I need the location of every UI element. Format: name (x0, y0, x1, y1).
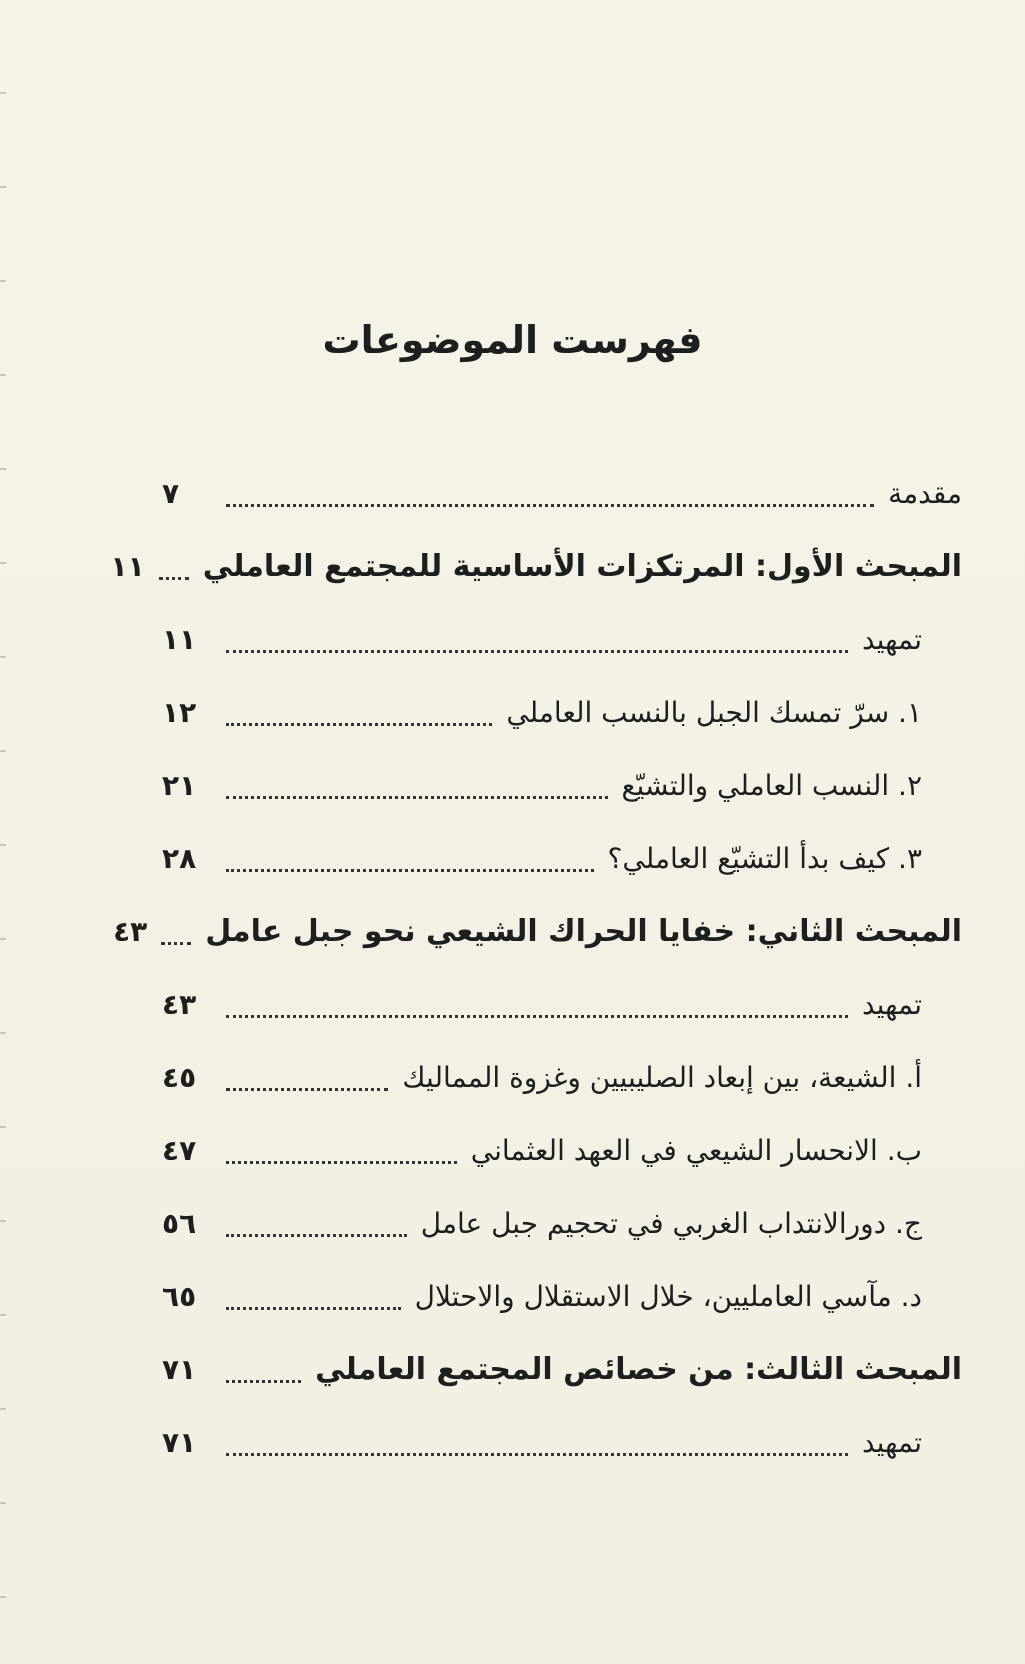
toc-page-number: ٥٦ (162, 1207, 197, 1240)
page-edge-marks (0, 0, 6, 1664)
toc-dot-leader (161, 912, 191, 945)
toc-dot-leader (226, 1204, 407, 1237)
toc-entry-title: ب. الانحسار الشيعي في العهد العثماني (470, 1134, 922, 1167)
toc-entry-title: المبحث الأول: المرتكزات الأساسية للمجتمع العاملي (202, 549, 962, 584)
toc-entry-title: د. مآسي العامليين، خلال الاستقلال والاحتلال (414, 1280, 922, 1313)
toc-dot-leader (226, 766, 608, 799)
toc-entry (162, 1058, 962, 1131)
toc-page-number: ٦٥ (162, 1280, 197, 1313)
toc-dot-leader (226, 1350, 301, 1383)
table-of-contents (110, 474, 962, 1496)
toc-page-number: ٢١ (162, 769, 197, 802)
toc-entry-title: ٢. النسب العاملي والتشيّع (621, 769, 922, 802)
toc-entry-title: المبحث الثاني: خفايا الحراك الشيعي نحو جبل عامل (205, 914, 962, 949)
toc-entry-title: ٣. كيف بدأ التشيّع العاملي؟ (607, 842, 922, 875)
toc-page-number: ٧ (162, 477, 180, 510)
toc-entry-title: تمهيد (861, 988, 922, 1021)
toc-entry-title: مقدمة (888, 477, 962, 510)
toc-dot-leader (226, 839, 594, 872)
toc-dot-leader (226, 985, 848, 1018)
toc-entry (110, 547, 962, 620)
toc-entry (162, 1131, 962, 1204)
toc-page-number: ١١ (110, 550, 145, 583)
toc-entry-title: ١. سرّ تمسك الجبل بالنسب العاملي (506, 696, 922, 729)
toc-dot-leader (226, 1423, 848, 1456)
toc-entry (162, 1350, 962, 1423)
toc-dot-leader (226, 620, 848, 653)
toc-page-number: ٤٣ (113, 915, 148, 948)
toc-page-number: ٤٣ (162, 988, 197, 1021)
toc-entry (162, 620, 962, 693)
toc-dot-leader (226, 1277, 401, 1310)
toc-page-number: ٤٥ (162, 1061, 197, 1094)
toc-entry-title: ج. دورالانتداب الغربي في تحجيم جبل عامل (420, 1207, 922, 1240)
toc-page-number: ٢٨ (162, 842, 197, 875)
toc-page-number: ٧١ (162, 1353, 197, 1386)
toc-entry-title: تمهيد (861, 1426, 922, 1459)
toc-dot-leader (159, 547, 189, 580)
toc-entry (113, 912, 962, 985)
toc-entry-title: أ. الشيعة، بين إبعاد الصليبيين وغزوة المماليك (402, 1061, 922, 1094)
toc-entry (162, 766, 962, 839)
page-title: فهرست الموضوعات (322, 318, 703, 362)
toc-entry (162, 985, 962, 1058)
toc-page-number: ١٢ (162, 696, 197, 729)
toc-entry (162, 474, 962, 547)
toc-entry (162, 839, 962, 912)
toc-entry (162, 693, 962, 766)
toc-page-number: ١١ (162, 623, 197, 656)
toc-page-number: ٤٧ (162, 1134, 197, 1167)
toc-entry-title: المبحث الثالث: من خصائص المجتمع العاملي (315, 1352, 962, 1387)
toc-dot-leader (226, 474, 874, 507)
toc-entry-title: تمهيد (861, 623, 922, 656)
toc-entry (162, 1277, 962, 1350)
toc-page-number: ٧١ (162, 1426, 197, 1459)
toc-entry (162, 1204, 962, 1277)
toc-dot-leader (226, 693, 492, 726)
toc-dot-leader (226, 1131, 457, 1164)
toc-entry (162, 1423, 962, 1496)
toc-dot-leader (226, 1058, 388, 1091)
